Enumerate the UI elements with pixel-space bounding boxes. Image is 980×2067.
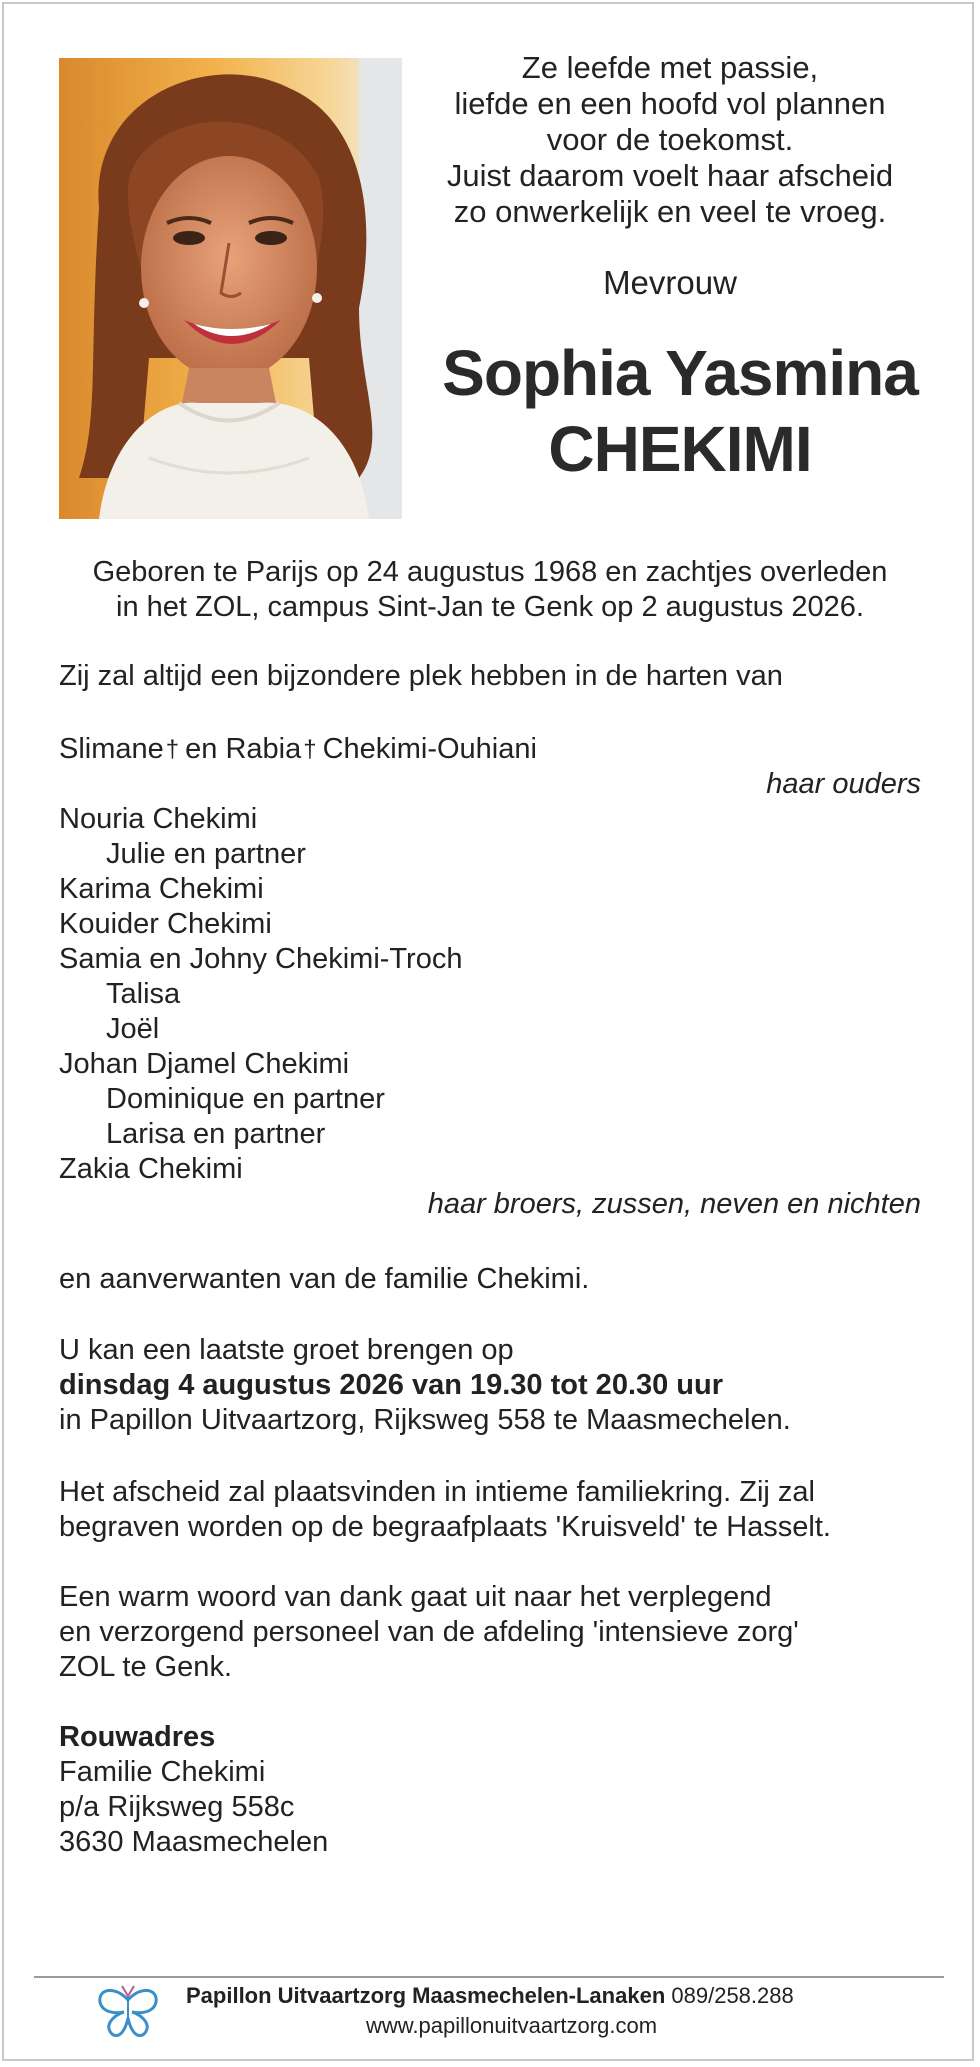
- sibling-line: Dominique en partner: [106, 1083, 385, 1115]
- butterfly-logo-icon: [96, 1982, 160, 2042]
- farewell-line: Het afscheid zal plaatsvinden in intieme familiekring. Zij zal: [59, 1476, 815, 1508]
- sibling-line: Johan Djamel Chekimi: [59, 1048, 350, 1080]
- sibling-line: Samia en Johny Chekimi-Troch: [59, 943, 463, 975]
- parents-section: [59, 732, 921, 802]
- birth-death-info: [40, 555, 940, 625]
- thanks-line: en verzorgend personeel van de afdeling 'intensieve zorg': [59, 1616, 799, 1648]
- parents-line: [59, 732, 921, 767]
- born-line: in het ZOL, campus Sint-Jan te Genk op 2 augustus 2026.: [116, 591, 864, 623]
- intro-line: zo onwerkelijk en veel te vroeg.: [453, 194, 887, 229]
- portrait-photo: [59, 58, 402, 519]
- address-heading: Rouwadres: [59, 1721, 216, 1753]
- address-line: p/a Rijksweg 558c: [59, 1791, 295, 1823]
- company-phone: 089/258.288: [671, 1983, 794, 2008]
- sibling-line: Nouria Chekimi: [59, 803, 258, 835]
- visitation-section: [59, 1333, 921, 1438]
- address-line: Familie Chekimi: [59, 1756, 266, 1788]
- siblings-list: [59, 802, 921, 1222]
- thanks-line: Een warm woord van dank gaat uit naar het verplegend: [59, 1581, 772, 1613]
- intro-line: Ze leefde met passie,: [521, 50, 819, 85]
- parents-surname: Chekimi-Ouhiani: [322, 733, 537, 765]
- father-name: Slimane: [59, 733, 164, 765]
- visit-intro: U kan een laatste groet brengen op: [59, 1334, 514, 1366]
- company-website: www.papillonuitvaartzorg.com: [366, 2013, 658, 2038]
- sibling-line: Kouider Chekimi: [59, 908, 272, 940]
- born-line: Geboren te Parijs op 24 augustus 1968 en zachtjes overleden: [92, 556, 888, 588]
- deceased-name: [410, 335, 950, 487]
- sibling-line: Julie en partner: [106, 838, 306, 870]
- first-names: Sophia Yasmina: [442, 337, 918, 409]
- cross-icon: †: [165, 736, 180, 763]
- sibling-line: Talisa: [106, 978, 181, 1010]
- relatives-line: en aanverwanten van de familie Chekimi.: [59, 1263, 590, 1295]
- honorific: Mevrouw: [603, 264, 737, 301]
- mourning-address: [59, 1720, 921, 1860]
- visit-datetime: dinsdag 4 augustus 2026 van 19.30 tot 20.30 uur: [59, 1369, 724, 1401]
- intro-line: Juist daarom voelt haar afscheid: [446, 158, 894, 193]
- cross-icon: †: [303, 736, 317, 763]
- hearts-intro: Zij zal altijd een bijzondere plek hebben in de harten van: [59, 660, 783, 692]
- sibling-line: Joël: [106, 1013, 160, 1045]
- sibling-line: Zakia Chekimi: [59, 1153, 243, 1185]
- farewell-section: [59, 1475, 921, 1545]
- address-line: 3630 Maasmechelen: [59, 1826, 329, 1858]
- footer-divider: [34, 1976, 944, 1978]
- parents-label: haar ouders: [766, 768, 921, 800]
- farewell-line: begraven worden op de begraafplaats 'Kruisveld' te Hasselt.: [59, 1511, 831, 1543]
- parents-connector: en Rabia: [185, 733, 302, 765]
- intro-line: voor de toekomst.: [546, 122, 794, 157]
- intro-poem: [420, 50, 920, 230]
- sibling-line: Karima Chekimi: [59, 873, 264, 905]
- sibling-line: Larisa en partner: [106, 1118, 326, 1150]
- company-name: Papillon Uitvaartzorg Maasmechelen-Lanaken: [186, 1983, 666, 2008]
- thanks-section: [59, 1580, 921, 1685]
- footer-company-line: [186, 1982, 794, 2010]
- siblings-label: haar broers, zussen, neven en nichten: [427, 1188, 921, 1220]
- visit-location: in Papillon Uitvaartzorg, Rijksweg 558 te Maasmechelen.: [59, 1404, 791, 1436]
- surname: CHEKIMI: [548, 413, 812, 485]
- thanks-line: ZOL te Genk.: [59, 1651, 232, 1683]
- intro-line: liefde en een hoofd vol plannen: [454, 86, 886, 121]
